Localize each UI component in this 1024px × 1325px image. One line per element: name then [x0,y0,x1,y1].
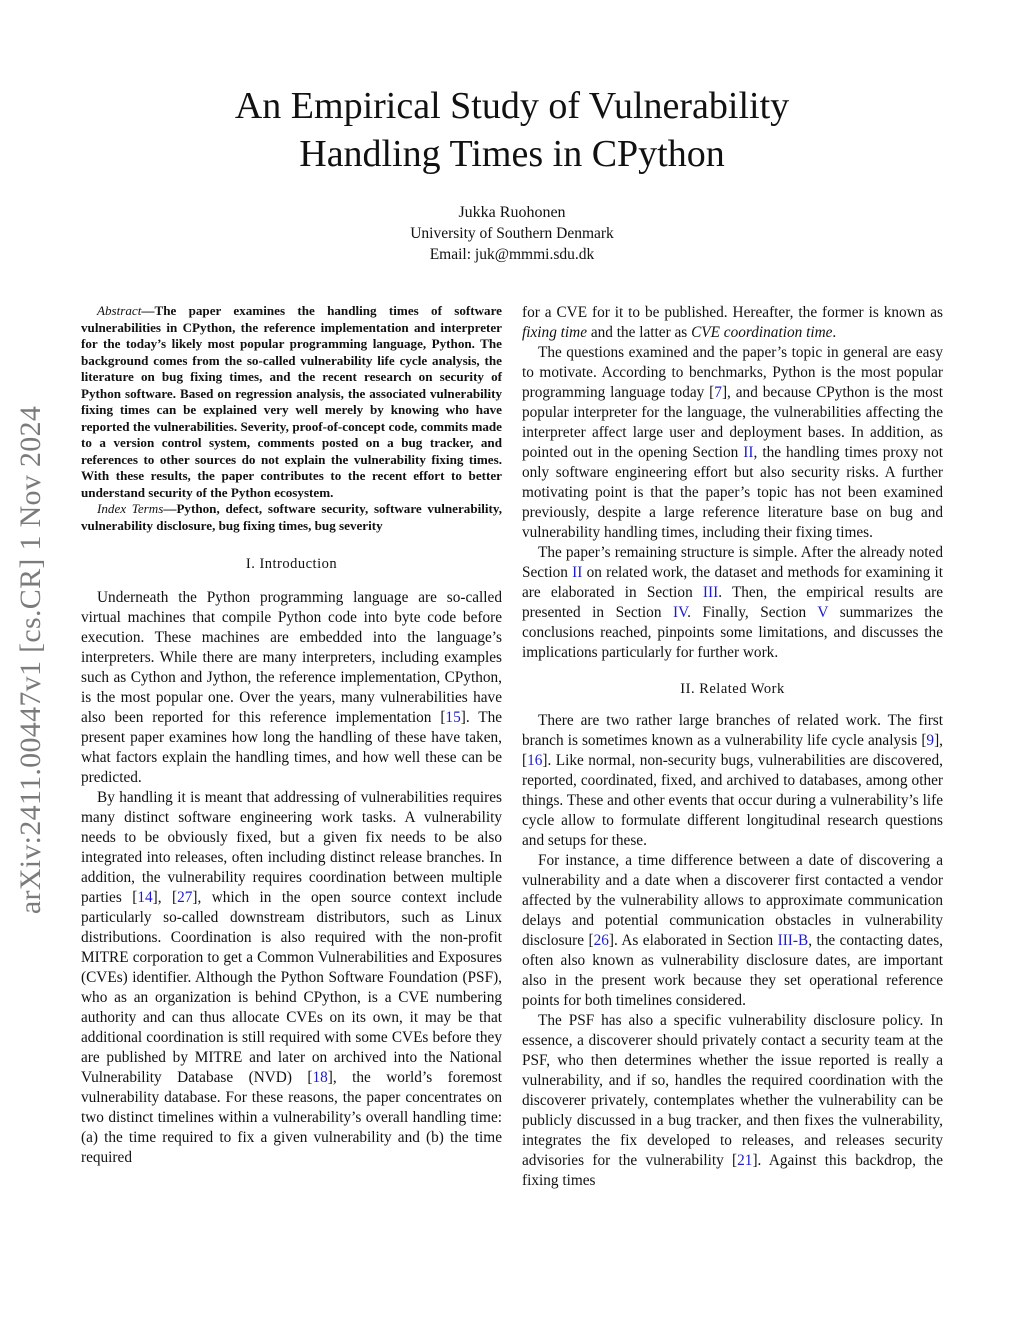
citation-link[interactable]: 9 [926,732,935,749]
section-link[interactable]: III [702,584,719,601]
arxiv-watermark [6,350,56,970]
index-terms-text: —Python, defect, software security, software vulnerability, vulnerability disclosure, bug fixing times, bug severity [81,501,503,533]
intro-paragraph-1: Underneath the Python programming language are so-called virtual machines that compile Python code into byte code before execution. These machines are embedded into the language’s interpreters. While there are many interpreters, including examples such as Cython and Jython, the reference implementation, CPython, is the most popular one. Over the years, many vulnerabilities have also been reported for this reference implementation [15]. The present paper examines how long the handling of these have taken, what factors explain the handling times, and how well these can be predicted. [81,589,503,786]
citation-link[interactable]: 7 [714,384,722,401]
author-email: Email: juk@mmmi.sdu.dk [429,246,595,263]
section-link[interactable]: IV [673,604,688,621]
right-paragraph-0: for a CVE for it to be published. Hereafter, the former is known as fixing time and the latter as CVE coordination time. [522,304,943,341]
related-paragraph-3: The PSF has also a specific vulnerability disclosure policy. In essence, a discoverer should privately contact a security team at the PSF, who then determines whether the issue reported is really a vulnerability, and if so, handles the required coordination with the discoverer privately, contemplates whether the vulnerability can be publicly discussed in a bug tracker, and then fixes the vulnerability, integrates the fix developed to releases, and releases security advisories for the vulnerability [21]. Against this backdrop, the fixing times [522,1012,943,1189]
title-line-2: Handling Times in CPython [299,133,725,175]
abstract [81,303,502,501]
abstract-text: —The paper examines the handling times of software vulnerabilities in CPython, the reference implementation and interpreter for the today’s likely most popular programming language, Python. The background comes from the so-called vulnerability life cycle analysis, the literature on bug fixing times, and the recent research on security of Python software. Based on regression analysis, the associated vulnerability fixing times can be explained very well merely by knowing who have reported the vulnerabilities. Severity, proof-of-concept code, commits made to a version control system, comments posted on a bug tracker, and references to other sources do not explain the vulnerability fixing times. With these results, the paper contributes to the recent effort to better understand security of the Python ecosystem. [81,303,502,500]
section-link[interactable]: II [743,444,754,461]
index-terms-label: Index Terms [97,501,164,516]
right-column [522,303,943,1191]
citation-link[interactable]: 27 [177,889,193,906]
abstract-label: Abstract [97,303,142,318]
citation-link[interactable]: 14 [137,889,153,906]
related-paragraph-1: There are two rather large branches of related work. The first branch is sometimes known as a vulnerability life cycle analysis [9], [16]. Like normal, non-security bugs, vulnerabilities are discovered, reported, coordinated, fixed, and archived to databases, among other things. These and other events that occur during a vulnerability’s life cycle allow to formulate different longitudinal research questions and setups for these. [522,712,943,849]
index-terms [81,501,502,534]
intro-paragraph-2: By handling it is meant that addressing of vulnerabilities requires many distinct software engineering work tasks. A vulnerability needs to be obviously fixed, but a given fix needs to be also integrated into releases, often including distinct release branches. In addition, the vulnerability requires coordination between multiple parties [14], [27], which in the open source context include particularly so-called downstream distributors, such as Linux distributions. Coordination is also required with the non-profit MITRE corporation to get a Common Vulnerabilities and Exposures (CVEs) identifier. Although the Python Software Foundation (PSF), who as an organization is behind CPython, is a CVE numbering authority and can thus allocate CVEs on its own, it may be that additional coordination is still required with some CVEs before they are published by MITRE and later on archived into the National Vulnerability Database (NVD) [18], the world’s foremost vulnerability database. For these reasons, the paper concentrates on two distinct timelines within a vulnerability’s overall handling time: (a) the time required to fix a given vulnerability and (b) the time required [81,789,502,1166]
citation-link[interactable]: 15 [445,709,461,726]
author-affiliation: University of Southern Denmark [410,225,614,242]
section-link[interactable]: V [817,604,829,621]
section-link[interactable]: II [572,564,583,581]
section-heading-introduction: I. Introduction [245,556,338,572]
citation-link[interactable]: 21 [737,1152,753,1169]
citation-link[interactable]: 26 [593,932,609,949]
section-link[interactable]: III-B [777,932,809,949]
citation-link[interactable]: 16 [527,752,543,769]
citation-link[interactable]: 18 [312,1069,328,1086]
arxiv-id-label: arXiv:2411.00447v1 [cs.CR] 1 Nov 2024 [14,405,47,915]
related-paragraph-2: For instance, a time difference between a date of discovering a vulnerability and a date when a discoverer first contacted a vendor affected by the vulnerability allows to approximate communication delays and potential communication obstacles in vulnerability disclosure [26]. As elaborated in Section III-B, the contacting dates, often also known as vulnerability disclosure dates, are important also in the present work because they set operational reference points for both timelines considered. [522,852,943,1009]
author-name: Jukka Ruohonen [458,204,566,221]
author-block [240,202,784,265]
title-line-1: An Empirical Study of Vulnerability [234,85,790,127]
right-paragraph-1: The questions examined and the paper’s topic in general are easy to motivate. According to benchmarks, Python is the most popular programming language today [7], and because CPython is the most popular interpreter for the language, the vulnerabilities affecting the interpreter affect large user and deployment bases. In addition, as pointed out in the opening Section II, the handling times proxy not only software engineering effort but also security risks. A further motivating point is that the paper’s topic has not been examined previously, despite a large reference literature base on bug and vulnerability handling times, including their fixing times. [522,344,943,541]
paper-title [140,82,884,178]
left-column [81,303,502,1168]
right-paragraph-2: The paper’s remaining structure is simple. After the already noted Section II on related work, the dataset and methods for examining it are elaborated in Section III. Then, the empirical results are presented in Section IV. Finally, Section V summarizes the conclusions reached, pinpoints some limitations, and discusses the implications particularly for further work. [522,544,943,661]
section-heading-related-work: II. Related Work [680,681,785,697]
